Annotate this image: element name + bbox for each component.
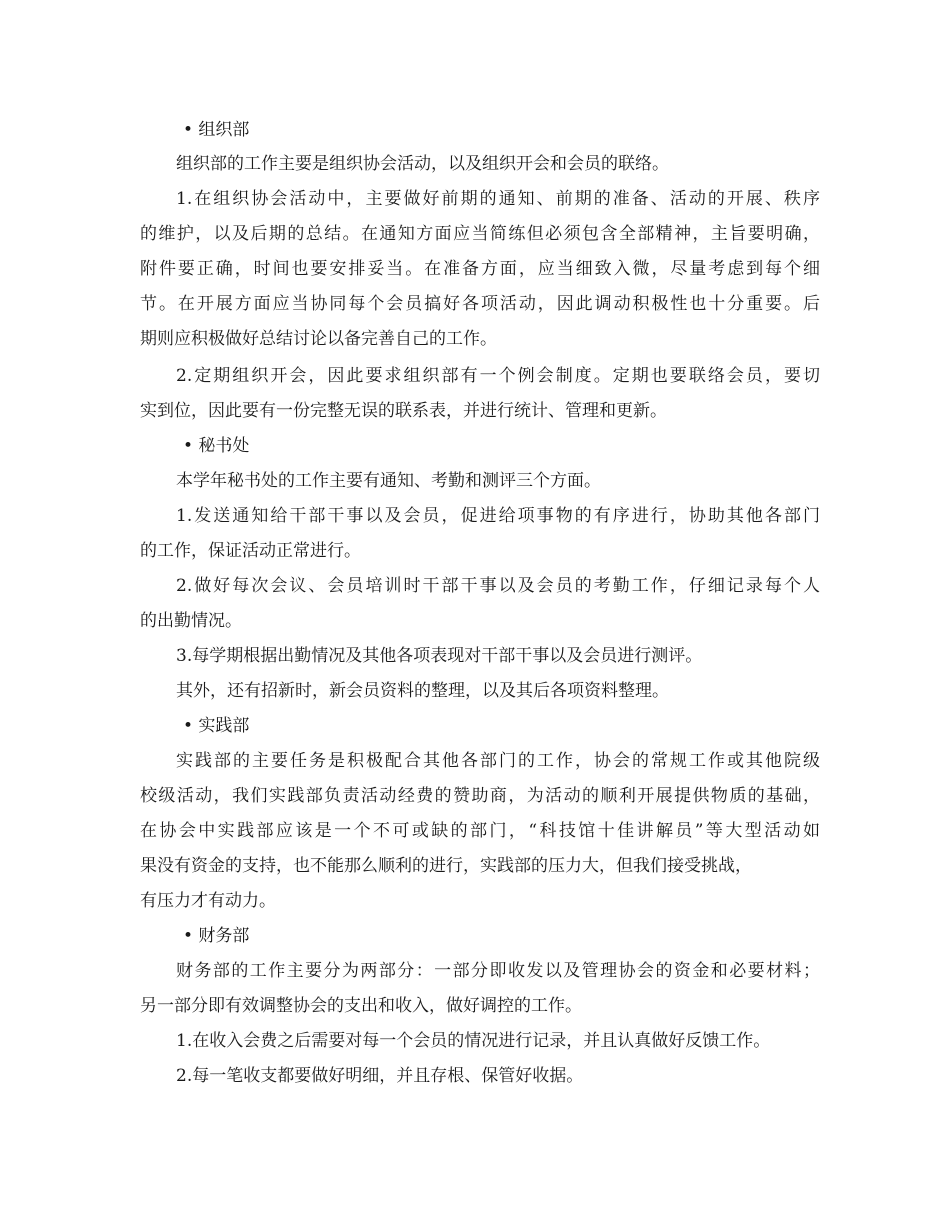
paragraph-line: 实到位，因此要有一份完整无误的联系表，并进行统计、管理和更新。 — [140, 401, 667, 421]
paragraph-line: 财务部的工作主要分为两部分：一部分即收发以及管理协会的资金和必要材料； — [176, 961, 820, 981]
paragraph-line: 2.做好每次会议、会员培训时干部干事以及会员的考勤工作，仔细记录每个人 — [176, 576, 820, 596]
paragraph-line: 附件要正确，时间也要安排妥当。在准备方面，应当细致入微，尽量考虑到每个细 — [140, 259, 820, 279]
paragraph-line: 的工作，保证活动正常进行。 — [140, 541, 361, 561]
paragraph-line: 有压力才有动力。 — [140, 891, 276, 911]
paragraph-line: 校级活动，我们实践部负责活动经费的赞助商，为活动的顺利开展提供物质的基础， — [140, 786, 820, 806]
section-heading-finance: • 财务部 — [183, 926, 250, 946]
paragraph-line: 2.每一笔收支都要做好明细，并且存根、保管好收据。 — [176, 1066, 584, 1086]
paragraph-line: 1.在收入会费之后需要对每一个会员的情况进行记录，并且认真做好反馈工作。 — [176, 1031, 771, 1051]
paragraph-line: 3.每学期根据出勤情况及其他各项表现对干部干事以及会员进行测评。 — [176, 646, 703, 666]
paragraph-line: 的出勤情况。 — [140, 611, 242, 631]
paragraph-line: 其外，还有招新时，新会员资料的整理，以及其后各项资料整理。 — [176, 681, 669, 701]
paragraph-line: 的维护，以及后期的总结。在通知方面应当简练但必须包含全部精神，主旨要明确， — [140, 224, 820, 244]
paragraph-line: 另一部分即有效调整协会的支出和收入，做好调控的工作。 — [140, 996, 582, 1016]
section-heading-practice: • 实践部 — [183, 716, 250, 736]
paragraph-line: 1.在组织协会活动中，主要做好前期的通知、前期的准备、活动的开展、秩序 — [176, 189, 820, 209]
paragraph-line: 节。在开展方面应当协同每个会员搞好各项活动，因此调动积极性也十分重要。后 — [140, 294, 820, 314]
paragraph-line: 果没有资金的支持，也不能那么顺利的进行，实践部的压力大，但我们接受挑战， — [140, 856, 752, 876]
paragraph-line: 期则应积极做好总结讨论以备完善自己的工作。 — [140, 329, 497, 349]
paragraph-line: 2.定期组织开会，因此要求组织部有一个例会制度。定期也要联络会员，要切 — [176, 366, 820, 386]
paragraph-line: 1.发送通知给干部干事以及会员，促进给项事物的有序进行，协助其他各部门 — [176, 506, 820, 526]
section-heading-secretariat: • 秘书处 — [183, 436, 250, 456]
paragraph-line: 实践部的主要任务是积极配合其他各部门的工作，协会的常规工作或其他院级 — [176, 751, 820, 771]
paragraph-line: 在协会中实践部应该是一个不可或缺的部门，“科技馆十佳讲解员”等大型活动如 — [140, 821, 820, 841]
paragraph-line: 组织部的工作主要是组织协会活动，以及组织开会和会员的联络。 — [176, 154, 669, 174]
section-heading-organization: • 组织部 — [183, 120, 250, 140]
paragraph-line: 本学年秘书处的工作主要有通知、考勤和测评三个方面。 — [176, 471, 601, 491]
